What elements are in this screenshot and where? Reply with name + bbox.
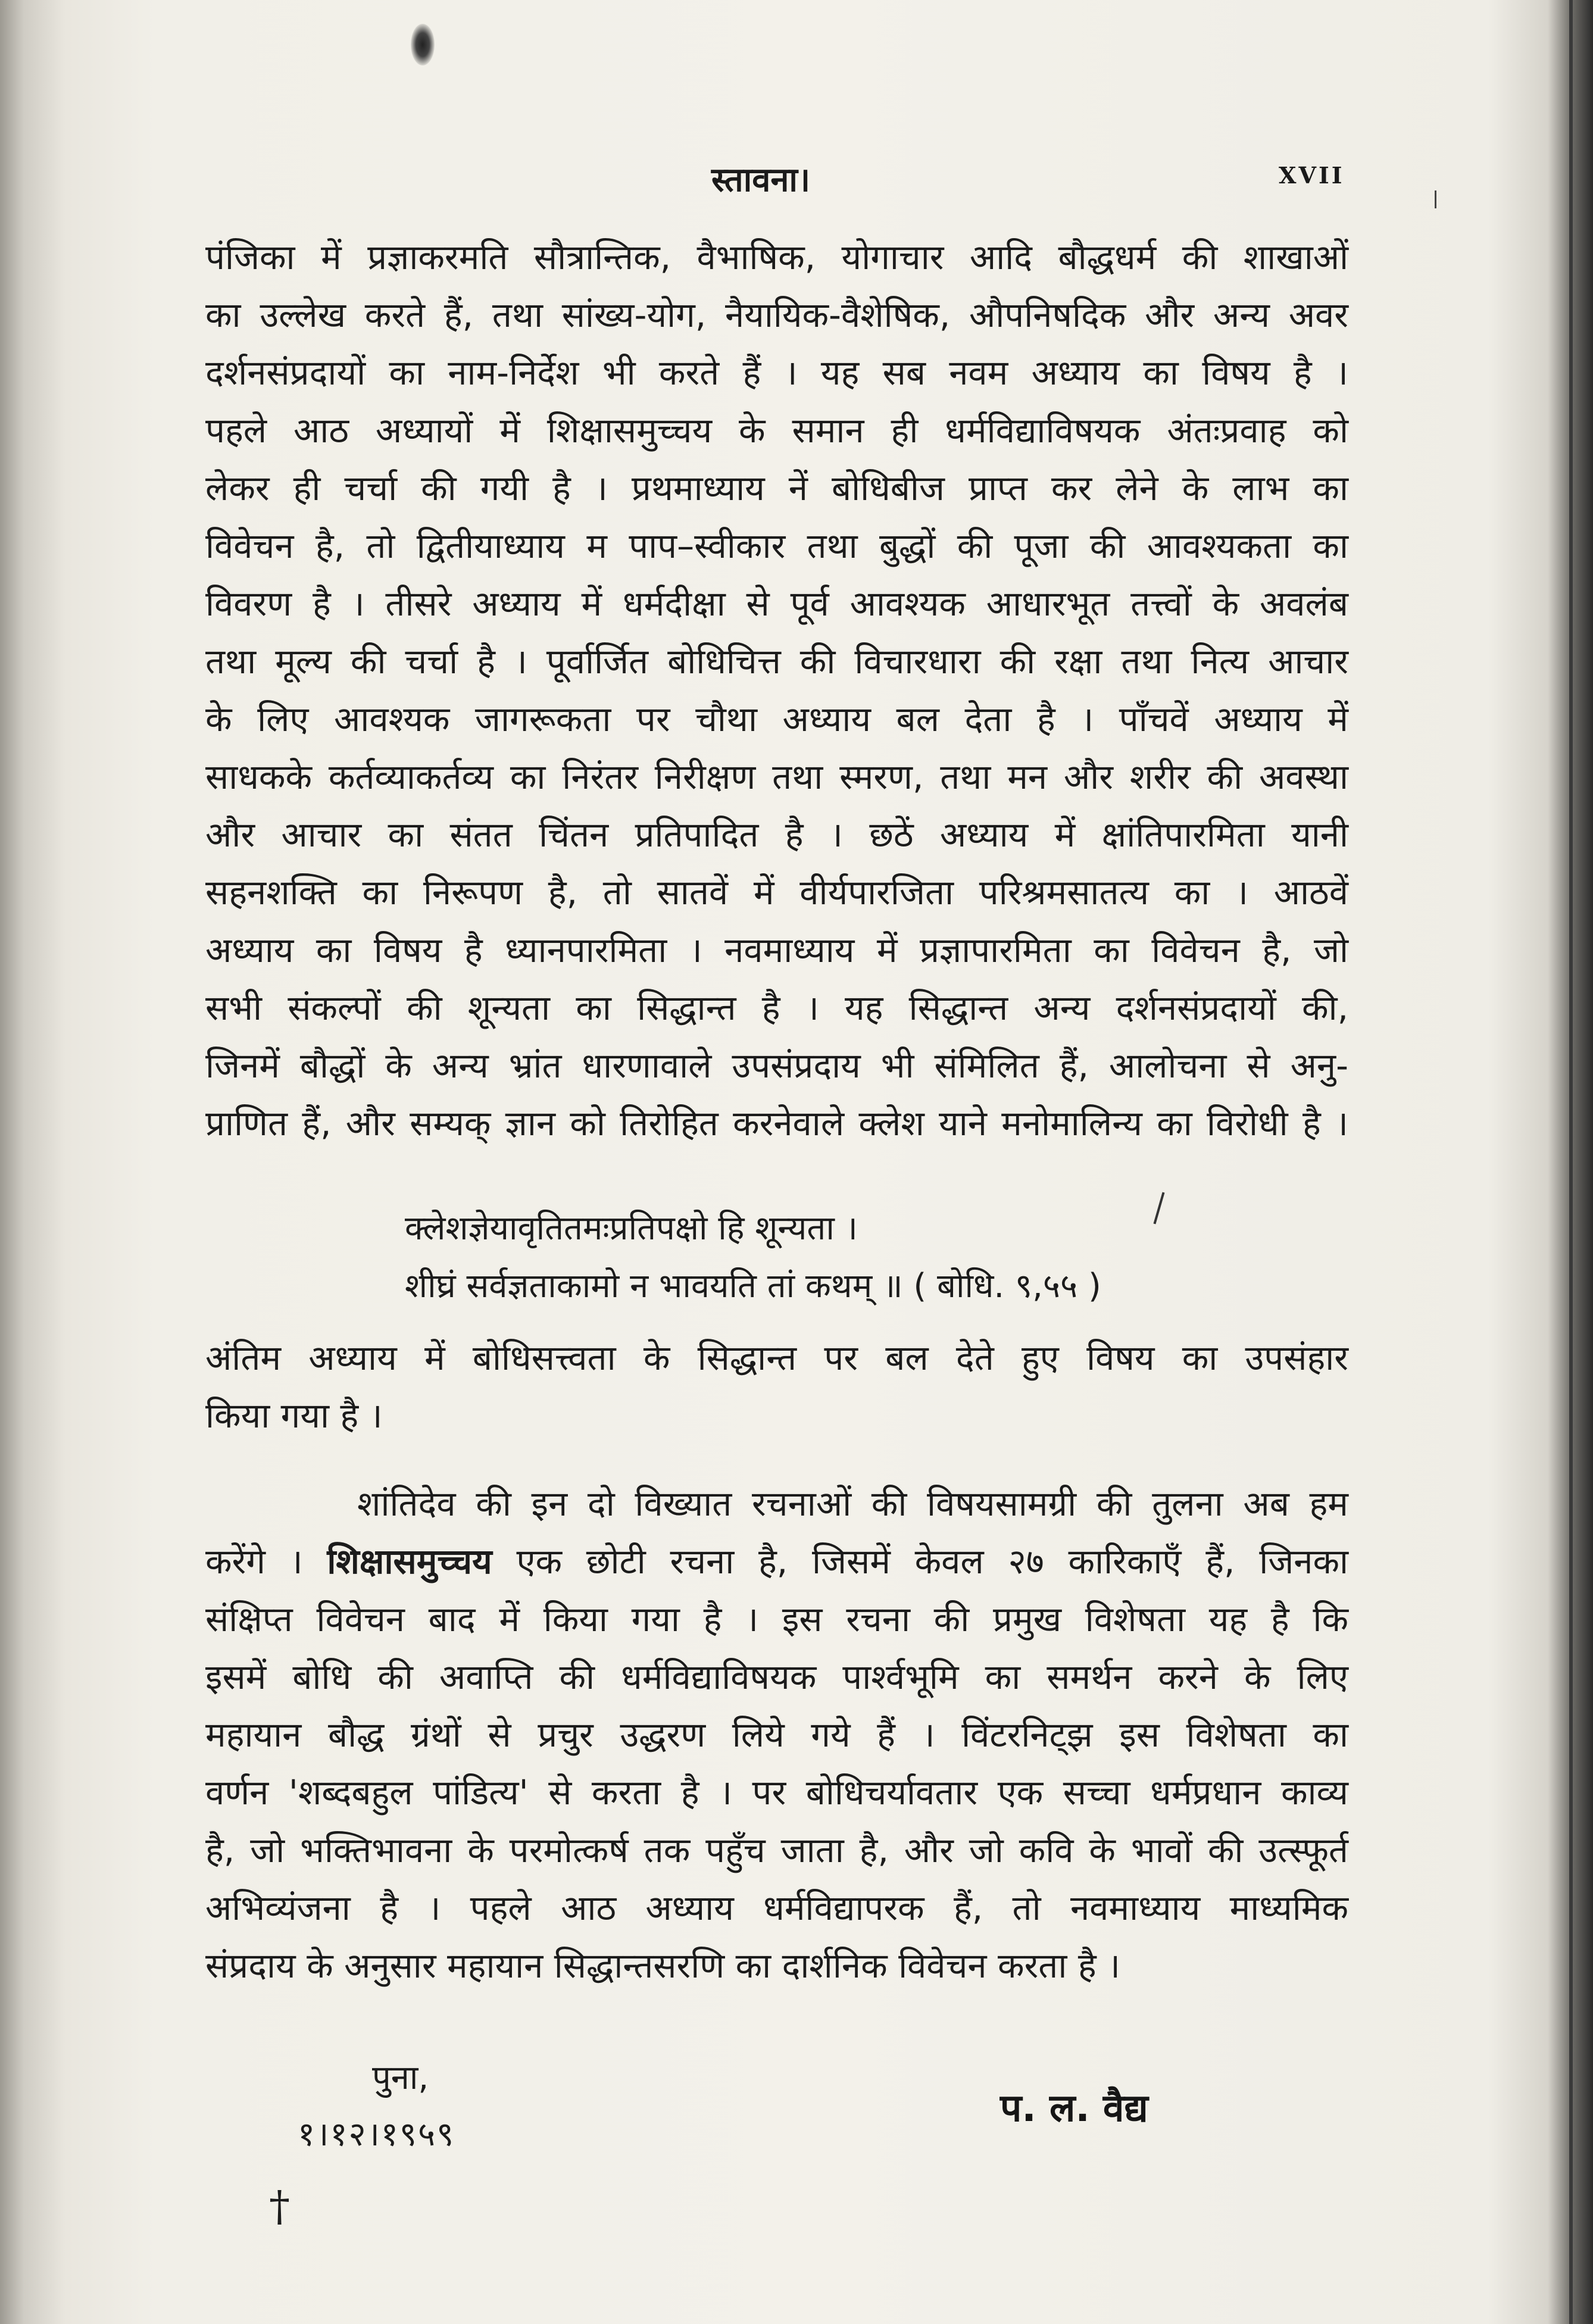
text-line: तथा मूल्य की चर्चा है । पूर्वार्जित बोधिचित्त की विचारधारा की रक्षा तथा नित्य आचार xyxy=(205,641,1348,682)
verse-line: क्लेशज्ञेयावृतितमःप्रतिपक्षो हि शून्यता । xyxy=(405,1209,858,1248)
text-line: अभिव्यंजना है । पहले आठ अध्याय धर्मविद्यापरक हैं, तो नवमाध्याय माध्यमिक xyxy=(205,1888,1348,1928)
text-line xyxy=(205,1475,1348,1533)
text-line xyxy=(205,1533,1348,1591)
text-line: संक्षिप्त विवेचन बाद में किया गया है । इस रचना की प्रमुख विशेषता यह है कि xyxy=(205,1599,1348,1639)
text-line: विवेचन है, तो द्वितीयाध्याय म पाप–स्वीकार तथा बुद्धों की पूजा की आवश्यकता का xyxy=(205,526,1348,566)
text-line: वर्णन 'शब्दबहुल पांडित्य' से करता है । पर बोधिचर्यावतार एक सच्चा धर्मप्रधान काव्य xyxy=(205,1772,1348,1813)
text-line: सभी संकल्पों की शून्यता का सिद्धान्त है । यह सिद्धान्त अन्य दर्शनसंप्रदायों की, xyxy=(205,988,1348,1028)
paragraph-2 xyxy=(205,1329,1348,1445)
page-number: XVII xyxy=(1279,162,1345,189)
text-line: किया गया है । xyxy=(205,1395,383,1436)
text-line: के लिए आवश्यक जागरूकता पर चौथा अध्याय बल देता है । पाँचवें अध्याय में xyxy=(205,699,1348,739)
text-fragment: करेंगे । xyxy=(205,1541,303,1582)
binding-edge xyxy=(1569,0,1573,2324)
scan-speck xyxy=(411,24,435,65)
text-line: पंजिका में प्रज्ञाकरमति सौत्रान्तिक, वैभाषिक, योगाचार आदि बौद्धधर्म की शाखाओं xyxy=(205,237,1348,277)
text-line: प्राणित हैं, और सम्यक् ज्ञान को तिरोहित करनेवाले क्लेश याने मनोमालिन्य का विरोधी है । xyxy=(205,1103,1348,1144)
paragraph-1 xyxy=(205,229,1348,1152)
text-line: इसमें बोधि की अवाप्ति की धर्मविद्याविषयक पार्श्वभूमि का समर्थन करने के लिए xyxy=(205,1657,1348,1697)
signature-date: १।१२।१९५९ xyxy=(298,2115,455,2154)
running-title: स्तावना। xyxy=(711,161,811,199)
text-line: दर्शनसंप्रदायों का नाम-निर्देश भी करते हैं । यह सब नवम अध्याय का विषय है । xyxy=(205,352,1348,393)
text-line: पहले आठ अध्यायों में शिक्षासमुच्चय के समान ही धर्मविद्याविषयक अंतःप्रवाह को xyxy=(205,410,1348,451)
text-line: और आचार का संतत चिंतन प्रतिपादित है । छठें अध्याय में क्षांतिपारमिता यानी xyxy=(205,814,1348,855)
margin-tick xyxy=(1435,190,1436,208)
book-title-bold: शिक्षासमुच्चय xyxy=(327,1541,492,1582)
text-line: सहनशक्ति का निरूपण है, तो सातवें में वीर्यपारजिता परिश्रमसातत्य का । आठवें xyxy=(205,872,1348,913)
text-line: जिनमें बौद्धों के अन्य भ्रांत धारणावाले उपसंप्रदाय भी संमिलित हैं, आलोचना से अनु- xyxy=(205,1045,1348,1086)
verse-line: शीघ्रं सर्वज्ञताकामो न भावयति तां कथम् ॥ ( बोधि. ९,५५ ) xyxy=(405,1267,1101,1305)
text-fragment: शांतिदेव की इन दो विख्यात रचनाओं की विषयसामग्री की तुलना अब हम xyxy=(357,1483,1348,1524)
text-line: साधकके कर्तव्याकर्तव्य का निरंतर निरीक्षण तथा स्मरण, तथा मन और शरीर की अवस्था xyxy=(205,757,1348,797)
text-line: महायान बौद्ध ग्रंथों से प्रचुर उद्धरण लिये गये हैं । विंटरनिट्झ इस विशेषता का xyxy=(205,1714,1348,1755)
paragraph-3 xyxy=(205,1475,1348,1995)
text-line: संप्रदाय के अनुसार महायान सिद्धान्तसरणि का दार्शनिक विवेचन करता है । xyxy=(205,1945,1121,1986)
text-line: अध्याय का विषय है ध्यानपारमिता । नवमाध्याय में प्रज्ञापारमिता का विवेचन है, जो xyxy=(205,930,1348,970)
signature-place: पुना, xyxy=(372,2059,429,2097)
text-line: है, जो भक्तिभावना के परमोत्कर्ष तक पहुँच जाता है, और जो कवि के भावों की उत्स्फूर्त xyxy=(205,1830,1348,1870)
verse-quote xyxy=(405,1200,1101,1315)
text-line: विवरण है । तीसरे अध्याय में धर्मदीक्षा से पूर्व आवश्यक आधारभूत तत्त्वों के अवलंब xyxy=(205,583,1348,624)
pen-mark xyxy=(1153,1192,1164,1225)
text-line: अंतिम अध्याय में बोधिसत्त्वता के सिद्धान्त पर बल देते हुए विषय का उपसंहार xyxy=(205,1338,1348,1378)
text-line: लेकर ही चर्चा की गयी है । प्रथमाध्याय नें बोधिबीज प्राप्त कर लेने के लाभ का xyxy=(205,468,1348,508)
dagger-mark: † xyxy=(269,2182,290,2231)
signature-author: प. ल. वैद्य xyxy=(1000,2086,1148,2131)
text-fragment: एक छोटी रचना है, जिसमें केवल २७ कारिकाएँ हैं, जिनका xyxy=(516,1541,1349,1582)
text-line: का उल्लेख करते हैं, तथा सांख्य-योग, नैयायिक-वैशेषिक, औपनिषदिक और अन्य अवर xyxy=(205,295,1348,335)
